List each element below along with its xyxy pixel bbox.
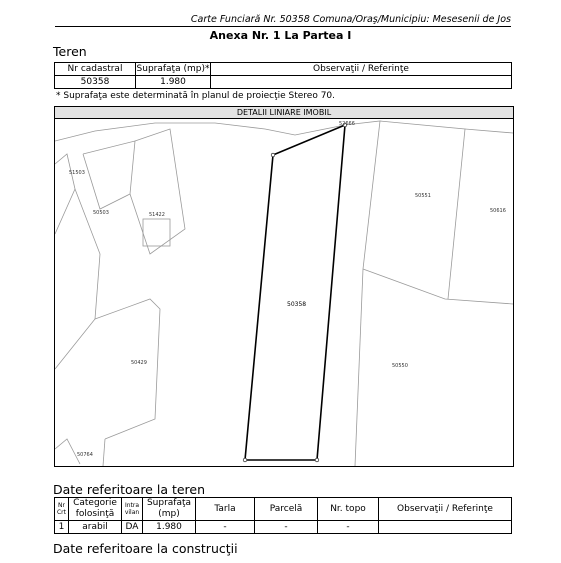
teren-section-title: Teren [53, 44, 87, 59]
col-nr-crt: Nr Crt [55, 498, 69, 521]
label-left2: 50503 [93, 210, 109, 216]
col-observatii: Observaţii / Referinţe [211, 63, 512, 76]
map-drawing [55, 119, 513, 466]
col-nr-topo: Nr. topo [318, 498, 379, 521]
col-observatii-referinte: Observaţii / Referinţe [379, 498, 512, 521]
cell-observatii-referinte [379, 521, 512, 534]
cell-categorie: arabil [69, 521, 122, 534]
label-left-top: 51503 [69, 170, 85, 176]
col-tarla: Tarla [196, 498, 255, 521]
parcel-50358-outline [245, 125, 345, 460]
teren-table [54, 62, 512, 89]
label-left-lower: 50429 [131, 360, 147, 366]
date-teren-table [54, 497, 512, 534]
cell-suprafata: 1.980 [136, 76, 211, 89]
cell-tarla: - [196, 521, 255, 534]
cell-nr-cadastral: 50358 [55, 76, 136, 89]
label-bottom-right: 50550 [392, 363, 408, 369]
col-parcela: Parcelă [255, 498, 318, 521]
col-suprafata-mp: Suprafaţa (mp) [143, 498, 196, 521]
surface-note: * Suprafaţa este determinată în planul de proiecţie Stereo 70. [56, 91, 336, 101]
document-header: Carte Funciară Nr. 50358 Comuna/Oraş/Municipiu: Mesesenii de Jos [55, 14, 511, 27]
col-suprafata: Suprafaţa (mp)* [136, 63, 210, 74]
col-intravilan: Intra vilan [122, 498, 143, 521]
cell-parcela: - [255, 521, 318, 534]
cell-observatii [211, 76, 512, 89]
cell-nr-topo: - [318, 521, 379, 534]
col-categorie: Categorie folosinţă [69, 498, 122, 521]
label-mid-left: 51422 [149, 212, 165, 218]
cell-nr-crt: 1 [55, 521, 69, 534]
label-top-small: 52666 [339, 121, 355, 127]
label-main-parcel: 50358 [287, 301, 307, 308]
constructii-title: Date referitoare la construcţii [53, 541, 238, 556]
label-right-top: 50551 [415, 193, 431, 199]
cell-suprafata-mp: 1.980 [143, 521, 196, 534]
parcel-map [54, 106, 514, 467]
cell-intravilan: DA [122, 521, 143, 534]
label-far-right: 50616 [490, 208, 506, 214]
date-teren-title: Date referitoare la teren [53, 482, 206, 497]
label-bottom-left: 50764 [77, 452, 93, 458]
col-nr-cadastral: Nr cadastral [55, 63, 136, 76]
annex-title: Anexa Nr. 1 La Partea I [209, 29, 352, 42]
map-title: DETALII LINIARE IMOBIL [55, 107, 513, 119]
